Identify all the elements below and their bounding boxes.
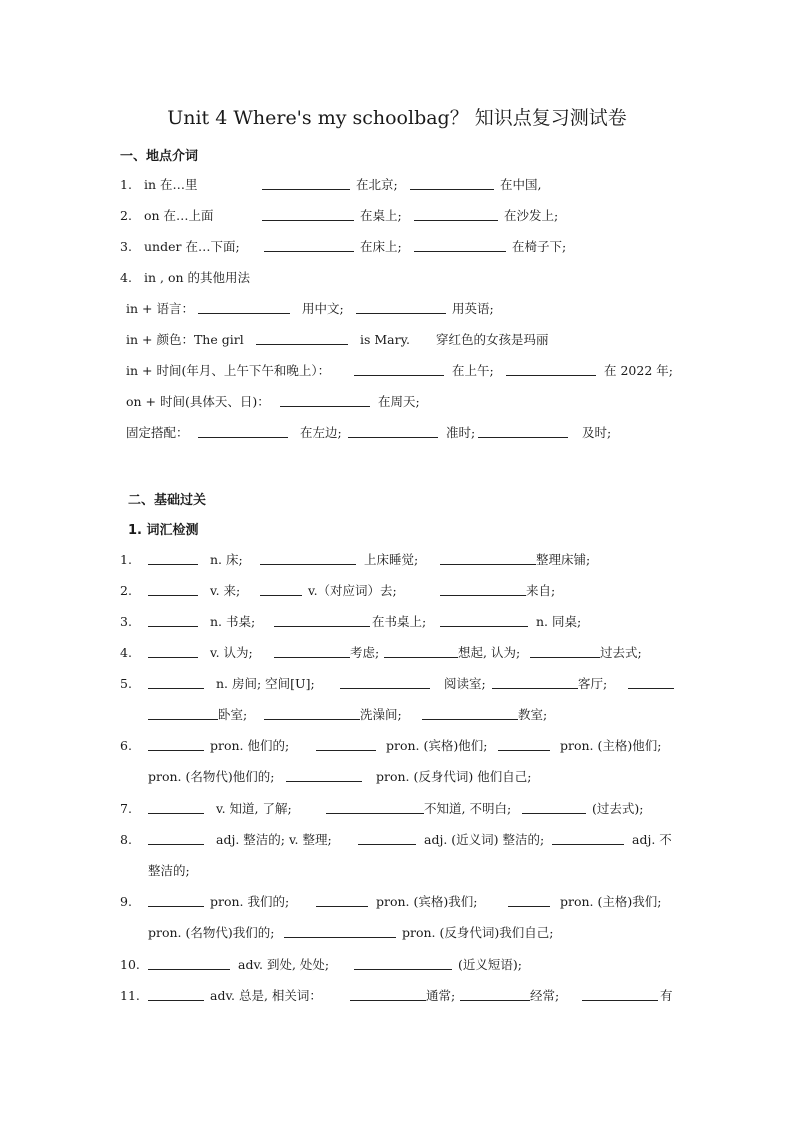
answer-blank[interactable] — [628, 674, 674, 689]
answer-blank[interactable] — [284, 923, 396, 938]
list-item-continued — [0, 861, 794, 885]
answer-blank[interactable] — [358, 830, 416, 845]
answer-blank[interactable] — [498, 736, 550, 751]
answer-blank[interactable] — [260, 550, 356, 565]
item-text: pron. (主格)我们; — [560, 894, 662, 909]
item-text: n. 床; — [210, 552, 243, 567]
answer-blank[interactable] — [460, 986, 530, 1001]
item-text: 整理床铺; — [536, 552, 591, 567]
item-text: on + 时间(具体天、日)： — [126, 394, 270, 409]
answer-blank[interactable] — [264, 237, 354, 252]
item-text: 来自; — [526, 583, 556, 598]
answer-blank[interactable] — [148, 986, 204, 1001]
item-text: 及时; — [582, 425, 612, 440]
item-text: pron. (反身代词) 他们自己; — [376, 769, 532, 784]
item-text: 用英语; — [452, 301, 494, 316]
answer-blank[interactable] — [384, 643, 458, 658]
item-text: adj. 不 — [632, 832, 672, 847]
item-text: 通常; — [426, 988, 456, 1003]
item-number: 8. — [120, 832, 132, 847]
item-text: 有 — [660, 988, 673, 1003]
item-text: on 在…上面 — [144, 208, 214, 223]
item-text: 在书桌上; — [372, 614, 427, 629]
answer-blank[interactable] — [348, 423, 438, 438]
list-item — [0, 643, 794, 667]
item-text: 在椅子下; — [512, 239, 567, 254]
item-number: 2. — [120, 583, 132, 598]
item-text: 在桌上; — [360, 208, 402, 223]
answer-blank[interactable] — [506, 361, 596, 376]
list-item — [0, 612, 794, 636]
item-text: (过去式); — [592, 801, 644, 816]
answer-blank[interactable] — [274, 643, 350, 658]
item-text: 在床上; — [360, 239, 402, 254]
answer-blank[interactable] — [414, 237, 506, 252]
list-item — [0, 175, 794, 199]
list-item — [0, 955, 794, 979]
list-item-continued — [0, 705, 794, 729]
item-number: 7. — [120, 801, 132, 816]
answer-blank[interactable] — [148, 581, 198, 596]
answer-blank[interactable] — [508, 892, 550, 907]
answer-blank[interactable] — [478, 423, 568, 438]
item-text: 用中文; — [302, 301, 344, 316]
list-item — [0, 799, 794, 823]
item-number: 1. — [120, 177, 132, 192]
item-text: 在周天; — [378, 394, 420, 409]
answer-blank[interactable] — [260, 581, 302, 596]
list-item — [0, 361, 794, 385]
answer-blank[interactable] — [280, 392, 370, 407]
list-item — [0, 330, 794, 354]
item-text: 阅读室; — [444, 676, 486, 691]
answer-blank[interactable] — [356, 299, 446, 314]
item-text: adj. (近义词) 整洁的; — [424, 832, 545, 847]
item-text: adj. 整洁的; v. 整理; — [216, 832, 332, 847]
item-text: pron. (宾格)他们; — [386, 738, 488, 753]
item-text: 在中国, — [500, 177, 542, 192]
answer-blank[interactable] — [274, 612, 370, 627]
answer-blank[interactable] — [340, 674, 430, 689]
answer-blank[interactable] — [148, 643, 198, 658]
item-text: v.（对应词）去; — [308, 583, 397, 598]
item-text: v. 认为; — [210, 645, 253, 660]
item-text: 洗澡间; — [360, 707, 402, 722]
answer-blank[interactable] — [148, 705, 218, 720]
item-text: pron. (反身代词)我们自己; — [402, 925, 554, 940]
answer-blank[interactable] — [530, 643, 600, 658]
item-text: pron. (名物代)他们的; — [148, 769, 275, 784]
list-item — [0, 299, 794, 323]
answer-blank[interactable] — [316, 736, 376, 751]
list-item — [0, 237, 794, 261]
item-number: 1. — [120, 552, 132, 567]
item-text: pron. 我们的; — [210, 894, 290, 909]
answer-blank[interactable] — [148, 612, 198, 627]
list-item-continued — [0, 923, 794, 947]
item-text: under 在…下面; — [144, 239, 240, 254]
answer-blank[interactable] — [582, 986, 658, 1001]
item-number: 4. — [120, 645, 132, 660]
answer-blank[interactable] — [198, 423, 288, 438]
item-text: v. 知道, 了解; — [216, 801, 292, 816]
item-text: is Mary. — [360, 332, 410, 347]
list-item-continued — [0, 767, 794, 791]
answer-blank[interactable] — [148, 550, 198, 565]
answer-blank[interactable] — [198, 299, 290, 314]
item-text: 客厅; — [578, 676, 608, 691]
list-item — [0, 550, 794, 574]
item-text: 想起, 认为; — [458, 645, 521, 660]
answer-blank[interactable] — [350, 986, 426, 1001]
answer-blank[interactable] — [262, 175, 350, 190]
answer-blank[interactable] — [326, 799, 424, 814]
answer-blank[interactable] — [148, 674, 204, 689]
list-item — [0, 986, 794, 1010]
item-number: 3. — [120, 239, 132, 254]
item-number: 11. — [120, 988, 140, 1003]
item-text: 不知道, 不明白; — [424, 801, 512, 816]
answer-blank[interactable] — [354, 955, 452, 970]
item-number: 2. — [120, 208, 132, 223]
item-text: 教室; — [518, 707, 548, 722]
item-text: 考虑; — [350, 645, 380, 660]
answer-blank[interactable] — [354, 361, 444, 376]
answer-blank[interactable] — [440, 612, 528, 627]
item-text: 在 2022 年; — [604, 363, 673, 378]
item-text: adv. 到处, 处处; — [238, 957, 330, 972]
item-number: 5. — [120, 676, 132, 691]
item-text: pron. (宾格)我们; — [376, 894, 478, 909]
answer-blank[interactable] — [148, 799, 204, 814]
answer-blank[interactable] — [440, 550, 536, 565]
answer-blank[interactable] — [440, 581, 526, 596]
section-heading: 二、基础过关 — [128, 493, 207, 508]
item-text: 上床睡觉; — [364, 552, 419, 567]
item-text: n. 书桌; — [210, 614, 256, 629]
item-text: pron. (主格)他们; — [560, 738, 662, 753]
answer-blank[interactable] — [422, 705, 518, 720]
subsection-heading: 1. 词汇检测 — [128, 523, 199, 538]
answer-blank[interactable] — [264, 705, 360, 720]
item-number: 10. — [120, 957, 140, 972]
item-text: n. 房间; 空间[U]; — [216, 676, 315, 691]
answer-blank[interactable] — [522, 799, 586, 814]
item-text: n. 同桌; — [536, 614, 582, 629]
answer-blank[interactable] — [492, 674, 578, 689]
item-text: v. 来; — [210, 583, 241, 598]
list-item — [0, 268, 794, 292]
list-item — [0, 674, 794, 698]
page-title: Unit 4 Where's my schoolbag？ 知识点复习测试卷 — [167, 107, 627, 129]
item-number: 4. — [120, 270, 132, 285]
item-number: 6. — [120, 738, 132, 753]
item-text: 准时; — [446, 425, 476, 440]
list-item — [0, 830, 794, 854]
item-text: in + 颜色：The girl — [126, 332, 244, 347]
item-number: 3. — [120, 614, 132, 629]
answer-blank[interactable] — [286, 767, 362, 782]
item-text: 在沙发上; — [504, 208, 559, 223]
list-item — [0, 736, 794, 760]
item-text: 穿红色的女孩是玛丽 — [436, 332, 549, 347]
answer-blank[interactable] — [148, 736, 204, 751]
answer-blank[interactable] — [410, 175, 494, 190]
answer-blank[interactable] — [148, 892, 204, 907]
item-text: 在上午; — [452, 363, 494, 378]
answer-blank[interactable] — [256, 330, 348, 345]
item-text: pron. 他们的; — [210, 738, 290, 753]
item-text: 卧室; — [218, 707, 248, 722]
item-text: adv. 总是, 相关词： — [210, 988, 322, 1003]
answer-blank[interactable] — [148, 830, 204, 845]
item-text: 经常; — [530, 988, 560, 1003]
item-text: 在北京; — [356, 177, 398, 192]
item-text: 过去式; — [600, 645, 642, 660]
item-text: 固定搭配： — [126, 425, 189, 440]
item-text: in + 时间(年月、上午下午和晚上）： — [126, 363, 331, 378]
list-item — [0, 206, 794, 230]
answer-blank[interactable] — [414, 206, 498, 221]
item-text: in , on 的其他用法 — [144, 270, 251, 285]
item-text: 整洁的; — [148, 863, 190, 878]
answer-blank[interactable] — [552, 830, 624, 845]
item-text: (近义短语); — [458, 957, 522, 972]
answer-blank[interactable] — [316, 892, 368, 907]
item-text: pron. (名物代)我们的; — [148, 925, 275, 940]
list-item — [0, 581, 794, 605]
section-heading: 一、地点介词 — [120, 149, 199, 164]
item-number: 9. — [120, 894, 132, 909]
list-item — [0, 392, 794, 416]
answer-blank[interactable] — [148, 955, 230, 970]
answer-blank[interactable] — [262, 206, 354, 221]
item-text: 在左边; — [300, 425, 342, 440]
list-item — [0, 892, 794, 916]
list-item — [0, 423, 794, 447]
item-text: in 在…里 — [144, 177, 198, 192]
item-text: in + 语言： — [126, 301, 194, 316]
